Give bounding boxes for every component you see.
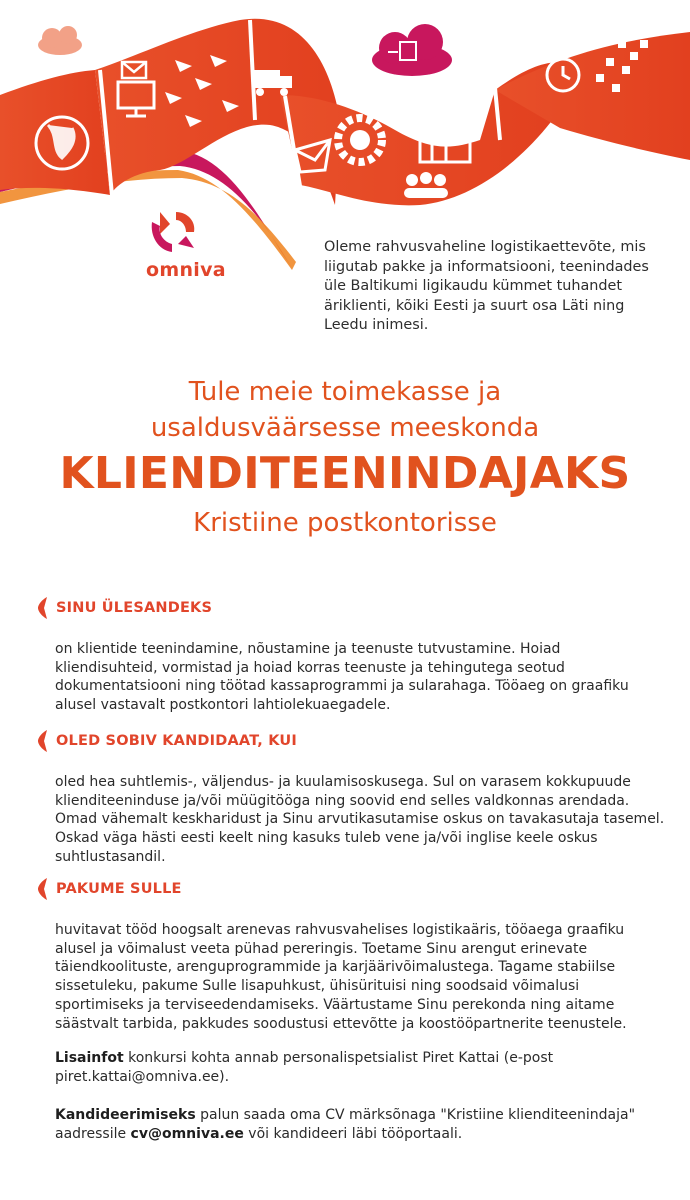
section-tasks bbox=[36, 596, 666, 715]
info-paragraph bbox=[55, 1049, 665, 1086]
headline-intro bbox=[0, 374, 690, 446]
section-title: PAKUME SULLE bbox=[56, 881, 182, 897]
headline-line-2: usaldusväärsesse meeskonda bbox=[150, 413, 540, 443]
omniva-logo: omniva bbox=[146, 259, 226, 281]
intro-text: Oleme rahvusvaheline logistikaettevõte, mis liigutab pakke ja informatsiooni, teenindades üle Baltikumi ligikaudu kümmet tuhandet äriklienti, kõiki Eesti ja suurt osa Läti ning Leedu inimesi. bbox=[324, 239, 649, 333]
section-title: OLED SOBIV KANDIDAAT, KUI bbox=[56, 733, 297, 749]
headline-line-1: Tule meie toimekasse ja bbox=[188, 377, 502, 407]
omniva-logo-mark bbox=[152, 212, 195, 252]
section-body: huvitavat tööd hoogsalt arenevas rahvusvahelises logistikaäris, tööaega graafiku alusel ja võimalust veeta pühad pereringis. Toetame Sinu arengut erinevate täiendkoolituste, arenguprogrammide ja karjäärivõimalustega. Tagame stabiilse sissetuleku, pakume Sulle lisapuhkust, ühisürituisi ning soodsaid võimalusi sportimiseks ja terviseedendamiseks. Väärtustame Sinu perekonda ning aitame säästvalt tarbida, pakkudes soodustusi ettevõtte ja koostööpartnerite teenustele. bbox=[55, 922, 627, 1032]
apply-label: Kandideerimiseks bbox=[55, 1107, 196, 1123]
bracket-icon bbox=[36, 596, 50, 620]
location-title: Kristiine postkontorisse bbox=[193, 508, 497, 538]
cloud-package-icon bbox=[372, 24, 452, 76]
info-text: konkursi kohta annab personalispetsialist Piret Kattai (e-post piret.kattai@omniva.ee). bbox=[55, 1050, 554, 1085]
section-body: oled hea suhtlemis-, väljendus- ja kuulamisoskusega. Sul on varasem kokkupuude klienditeeninduse ja/või müügitööga ning soovid end selles valdkonnas arendada. Omad vähemalt keskharidust ja Sinu arvutikasutamise oskus on tavakasutaja tasemel. Oskad väga hästi eesti keelt ning kasuks tuleb vene ja/või inglise keele oskus suhtlustasandil. bbox=[55, 774, 665, 865]
apply-text-1: palun saada oma CV märksõnaga "Kristiine klienditeenindaja" aadressile bbox=[55, 1107, 636, 1142]
position-title: KLIENDITEENINDAJAKS bbox=[59, 448, 631, 499]
bracket-icon bbox=[36, 729, 50, 753]
bracket-icon bbox=[36, 877, 50, 901]
section-requirements bbox=[36, 729, 666, 867]
apply-paragraph bbox=[55, 1106, 665, 1143]
apply-email-link[interactable]: cv@omniva.ee bbox=[130, 1125, 244, 1142]
apply-text-2: või kandideeri läbi tööportaali. bbox=[243, 1125, 463, 1142]
section-body: on klientide teenindamine, nõustamine ja teenuste tutvustamine. Hoiad kliendisuhteid, vormistad ja hoiad korras teenuste ja tehingutega seotud dokumentatsiooni ning töötad kassaprogrammi ja sularahaga. Tööaeg on graafiku alusel vastavalt postkontori lahtiolekuaegadele. bbox=[55, 641, 629, 714]
cloud-icon bbox=[38, 26, 82, 55]
info-label: Lisainfot bbox=[55, 1050, 124, 1066]
section-title: SINU ÜLESANDEKS bbox=[56, 600, 213, 616]
section-offer bbox=[36, 877, 666, 1033]
